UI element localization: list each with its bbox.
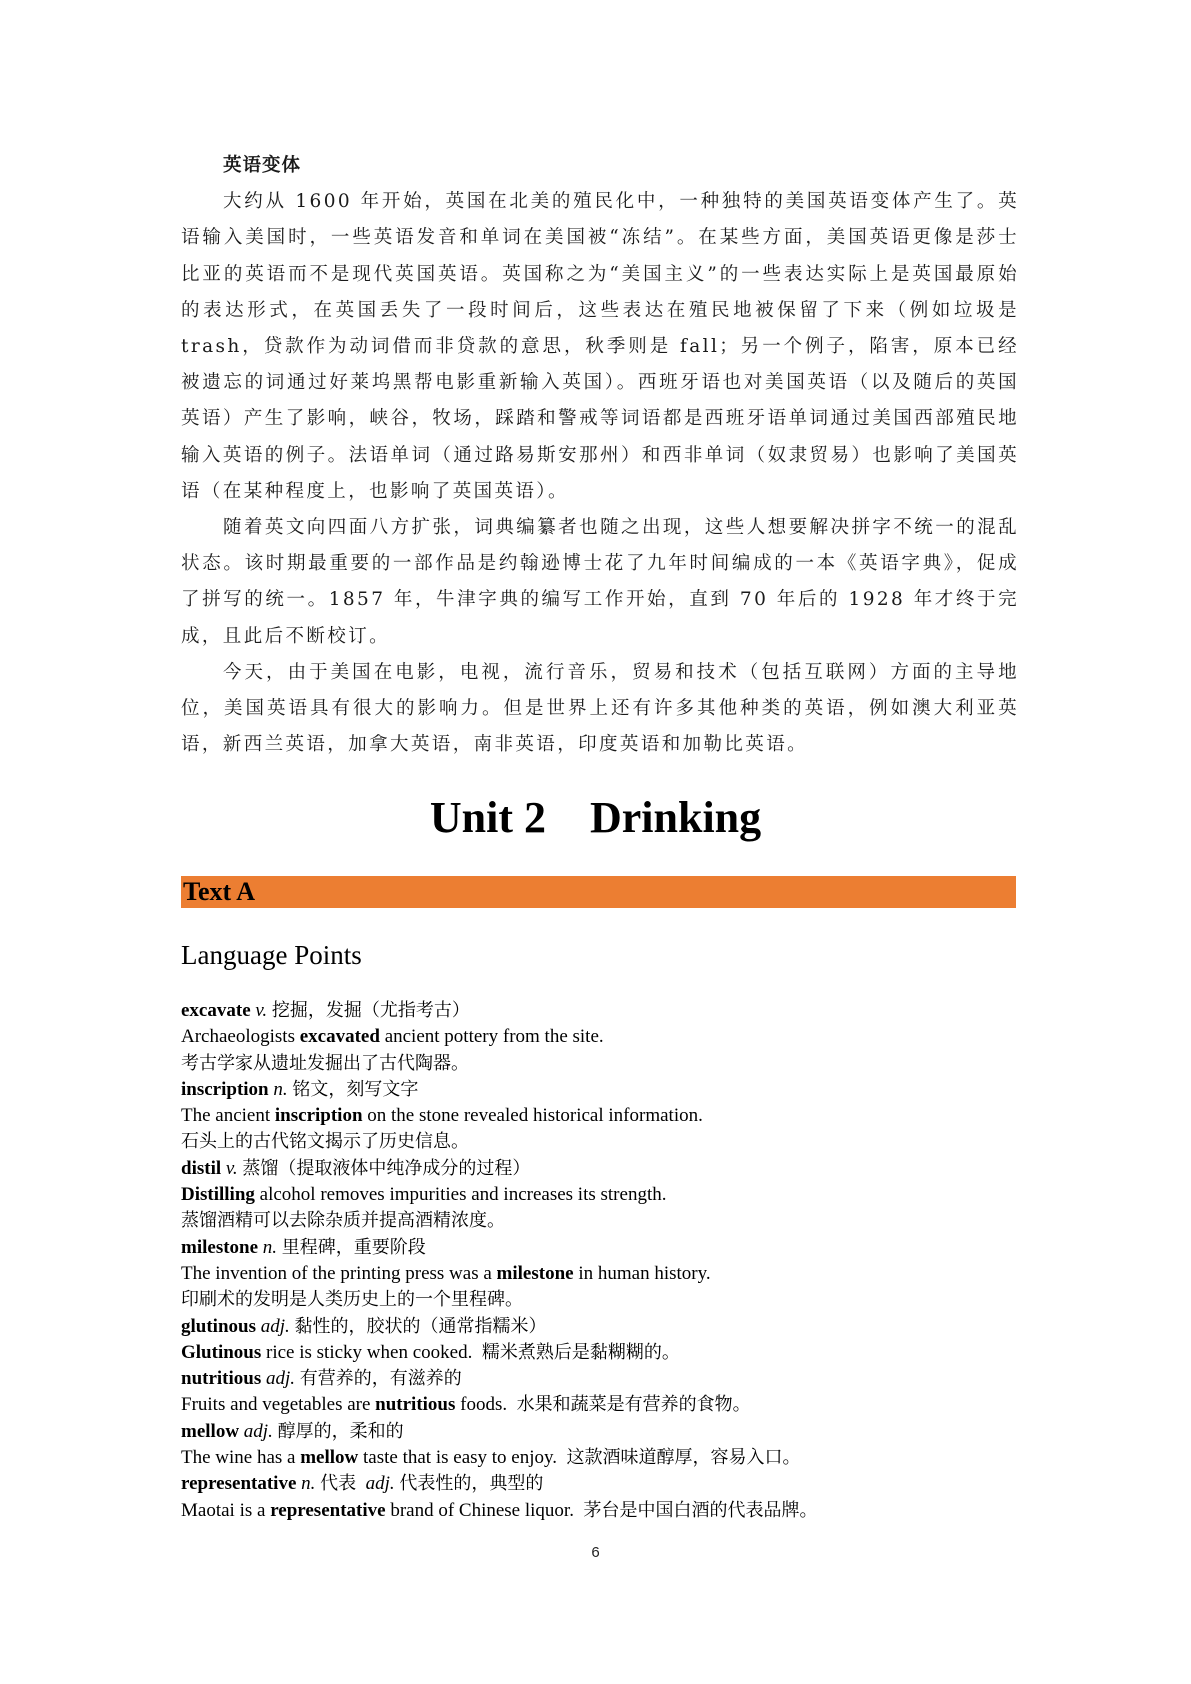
vocab-meaning: 铭文，刻写文字: [292, 1078, 419, 1100]
example-keyword: Distilling: [181, 1184, 255, 1206]
vocab-pos: adj.: [260, 1315, 290, 1337]
unit-title: Unit 2 Drinking: [429, 793, 762, 842]
vocab-translation: 糯米煮熟后是黏糊糊的。: [481, 1341, 680, 1363]
example-keyword: milestone: [496, 1262, 574, 1284]
vocab-entry-line: [181, 1419, 1021, 1445]
vocabulary-list: [181, 998, 1021, 1524]
vocab-entry-line: [181, 1156, 1021, 1182]
paragraph-2: 随着英文向四面八方扩张，词典编纂者也随之出现，这些人想要解决拼字不统一的混乱状态。该时期最重要的一部作品是约翰逊博士花了九年时间编成的一本《英语字典》，促成了拼写的统一。1857 年，牛津字典的编写工作开始，直到 70 年后的 1928 年才终于完成，且此后不断校订。: [181, 517, 1019, 647]
vocab-translation: 石头上的古代铭文揭示了历史信息。: [181, 1131, 469, 1153]
vocab-pos: n.: [301, 1473, 316, 1495]
vocab-entry-line: [181, 1471, 1021, 1497]
vocab-entry-line: [181, 1077, 1021, 1103]
vocab-meaning: 蒸馏（提取液体中纯净成分的过程）: [242, 1157, 531, 1179]
vocab-meaning: 里程碑，重要阶段: [281, 1236, 426, 1258]
vocab-pos: n.: [262, 1236, 278, 1258]
vocab-translation: 这款酒味道醇厚，容易入口。: [566, 1447, 801, 1469]
vocab-example: [181, 1392, 1021, 1418]
example-keyword: mellow: [300, 1447, 359, 1469]
vocab-example: [181, 1340, 1021, 1366]
vocab-example: [181, 1498, 1021, 1524]
example-text: ancient pottery from the site.: [379, 1026, 604, 1048]
vocab-entry-line: [181, 1366, 1021, 1392]
page-number: 6: [591, 1544, 600, 1561]
vocab-meaning: 醇厚的，柔和的: [277, 1420, 404, 1442]
vocab-word: excavate: [181, 1000, 251, 1021]
vocab-word: representative: [181, 1473, 297, 1495]
example-keyword: Glutinous: [181, 1341, 262, 1363]
example-text: alcohol removes impurities and increases its strength.: [254, 1184, 667, 1206]
english-variants-section: [181, 148, 1019, 763]
example-text: rice is sticky when cooked.: [261, 1341, 473, 1363]
example-text: foods.: [455, 1394, 508, 1416]
vocab-pos: v.: [225, 1157, 238, 1179]
vocab-example: [181, 1024, 1021, 1050]
vocab-example: [181, 1182, 1021, 1208]
example-keyword: excavated: [299, 1026, 380, 1048]
example-text: on the stone revealed historical information.: [362, 1105, 703, 1127]
example-text: Maotai is a: [181, 1499, 271, 1521]
vocab-example: [181, 1261, 1021, 1287]
text-a-label: Text A: [183, 877, 255, 906]
vocab-word: mellow: [181, 1420, 240, 1442]
example-text: The wine has a: [181, 1447, 301, 1469]
example-text: in human history.: [573, 1262, 711, 1284]
example-text: taste that is easy to enjoy.: [358, 1447, 558, 1469]
vocab-entry-line: [181, 1314, 1021, 1340]
vocab-entry-line: [181, 1235, 1021, 1261]
paragraph-3: 今天，由于美国在电影，电视，流行音乐，贸易和技术（包括互联网）方面的主导地位，美国英语具有很大的影响力。但是世界上还有许多其他种类的英语，例如澳大利亚英语，新西兰英语，加拿大英语，南非英语，印度英语和加勒比英语。: [181, 661, 1019, 756]
example-text: The invention of the printing press was a: [181, 1262, 497, 1284]
vocab-meaning: 代表: [320, 1473, 357, 1495]
vocab-example: [181, 1445, 1021, 1471]
vocab-word: milestone: [181, 1236, 259, 1258]
vocab-word: distil: [181, 1157, 222, 1179]
vocab-translation: 印刷术的发明是人类历史上的一个里程碑。: [181, 1289, 523, 1311]
vocab-translation: 考古学家从遗址发掘出了古代陶器。: [181, 1052, 469, 1074]
section-heading: 英语变体: [223, 155, 302, 176]
vocab-meaning: 代表性的，典型的: [399, 1473, 544, 1495]
paragraph-1: 大约从 1600 年开始，英国在北美的殖民化中，一种独特的美国英语变体产生了。英语输入美国时，一些英语发音和单词在美国被“冻结”。在某些方面，美国英语更像是莎士比亚的英语而不是现代英国英语。英国称之为“美国主义”的一些表达实际上是英国最原始的表达形式，在英国丢失了一段时间后，这些表达在殖民地被保留了下来（例如垃圾是 trash，贷款作为动词借而非贷款的意思，秋季则是 fall；另一个例子，陷害，原本已经被遗忘的词通过好莱坞黑帮电影重新输入英国）。西班牙语也对美国英语（以及随后的英国英语）产生了影响，峡谷，牧场，踩踏和警戒等词语都是西班牙语单词通过美国西部殖民地输入英语的例子。法语单词（通过路易斯安那州）和西非单词（奴隶贸易）也影响了美国英语（在某种程度上，也影响了英国英语）。: [181, 191, 1019, 502]
vocab-entry-line: [181, 998, 1021, 1024]
example-text: Fruits and vegetables are: [181, 1394, 376, 1416]
vocab-meaning: 有营养的，有滋养的: [299, 1368, 462, 1390]
example-text: Archaeologists: [181, 1026, 300, 1048]
vocab-word: nutritious: [181, 1368, 262, 1390]
vocab-meaning: 黏性的，胶状的（通常指糯米）: [294, 1315, 547, 1337]
vocab-meaning: 挖掘，发掘（尤指考古）: [271, 1000, 470, 1021]
vocab-translation: 蒸馏酒精可以去除杂质并提高酒精浓度。: [181, 1210, 505, 1232]
vocab-word: inscription: [181, 1078, 269, 1100]
example-keyword: nutritious: [375, 1394, 456, 1416]
example-keyword: representative: [270, 1499, 386, 1521]
vocab-translation: 水果和蔬菜是有营养的食物。: [516, 1394, 751, 1416]
text-a-banner: [181, 876, 1016, 908]
example-text: brand of Chinese liquor.: [385, 1499, 574, 1521]
vocab-word: glutinous: [181, 1315, 256, 1337]
vocab-example: [181, 1103, 1021, 1129]
vocab-translation: 茅台是中国白酒的代表品牌。: [583, 1499, 818, 1521]
vocab-pos: n.: [273, 1078, 288, 1100]
example-keyword: inscription: [274, 1105, 363, 1127]
language-points-heading: Language Points: [181, 940, 362, 970]
example-text: The ancient: [181, 1105, 275, 1127]
vocab-pos: v.: [255, 1000, 268, 1021]
vocab-pos: adj.: [266, 1368, 296, 1390]
vocab-pos: adj.: [365, 1473, 395, 1495]
vocab-pos: adj.: [243, 1420, 273, 1442]
